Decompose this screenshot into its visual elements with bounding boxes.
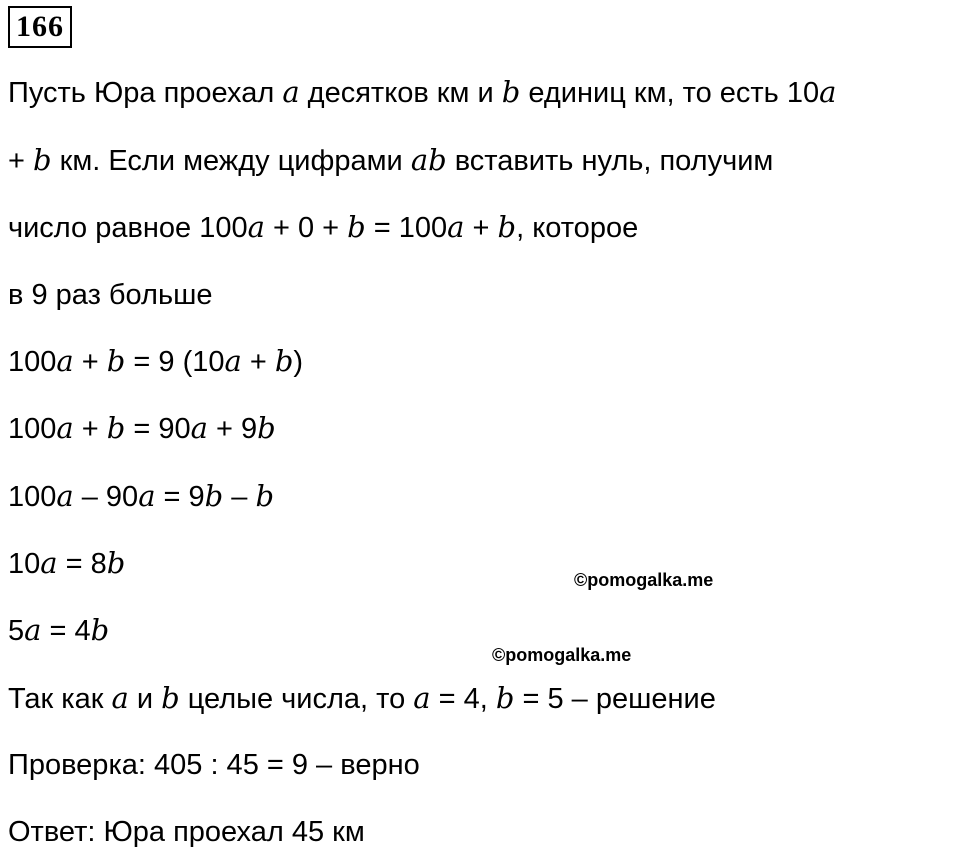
- watermark: ©pomogalka.me: [574, 570, 714, 590]
- check-line: Проверка: 405 : 45 = 9 – верно: [8, 749, 420, 781]
- equation-line-3: 100a – 90a = 9b – b: [8, 479, 275, 513]
- answer-line: Ответ: Юра проехал 45 км: [8, 816, 365, 848]
- text-line-4: в 9 раз больше: [8, 279, 213, 311]
- watermark: ©pomogalka.me: [492, 645, 632, 665]
- equation-line-5: 5a = 4b: [8, 613, 110, 647]
- problem-number: 166: [8, 6, 72, 48]
- equation-line-1: 100a + b = 9 (10a + b): [8, 344, 304, 378]
- solution-line: Так как a и b целые числа, то a = 4, b = 5 – решение: [8, 681, 716, 715]
- text-line-1: Пусть Юра проехал a десятков км и b единиц км, то есть 10a: [8, 75, 837, 109]
- equation-line-4: 10a = 8b: [8, 546, 126, 580]
- text-line-3: число равное 100a + 0 + b = 100a + b, которое: [8, 210, 639, 244]
- equation-line-2: 100a + b = 90a + 9b: [8, 411, 276, 445]
- text-line-2: + b км. Если между цифрами ab вставить нуль, получим: [8, 143, 774, 177]
